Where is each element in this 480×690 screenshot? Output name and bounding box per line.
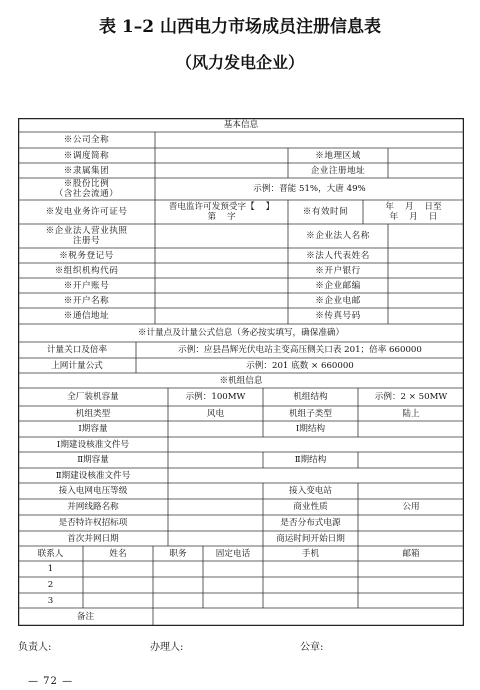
- input-cell[interactable]: [153, 561, 203, 577]
- input-cell[interactable]: [263, 593, 358, 608]
- input-cell[interactable]: [358, 515, 464, 531]
- label-distributed: 是否分布式电源: [280, 518, 341, 528]
- label-bank: ※开户银行: [315, 265, 361, 276]
- label-3: 固定电话: [215, 548, 251, 559]
- responsible-person-label: 负责人:: [18, 642, 52, 653]
- label-type-label: 机组类型: [75, 408, 111, 419]
- input-cell[interactable]: [153, 577, 203, 593]
- input-cell[interactable]: [155, 263, 288, 278]
- label-group: ※隶属集团: [63, 165, 110, 176]
- label-phase1-capacity: Ⅰ期容量: [78, 424, 108, 434]
- input-cell[interactable]: [83, 577, 153, 593]
- label-commercial: 商业性质: [293, 502, 328, 512]
- input-cell[interactable]: [155, 163, 288, 178]
- label-capacity-label: 全厂装机容量: [67, 392, 119, 402]
- label-type-value: 风电: [206, 408, 225, 419]
- label-valid-period: ※有效时间: [302, 207, 349, 217]
- label-formula-example: 示例：201 底数 × 660000: [246, 360, 354, 371]
- document-title: 表 1–2 山西电力市场成员注册信息表: [99, 17, 381, 37]
- label-substation: 接入变电站: [289, 486, 332, 496]
- label-valid-dates: 年 月 日至 年 月 日: [385, 202, 442, 222]
- input-cell[interactable]: [388, 163, 464, 178]
- label-remark: 备注: [76, 612, 95, 622]
- input-cell[interactable]: [153, 608, 464, 626]
- input-cell[interactable]: [155, 132, 464, 148]
- input-cell[interactable]: [263, 561, 358, 577]
- official-seal-label: 公章:: [300, 642, 324, 653]
- label-mail-address: ※通信地址: [63, 311, 110, 321]
- label-first-grid-date: 首次并网日期: [67, 533, 119, 544]
- input-cell[interactable]: [168, 468, 464, 483]
- page-number: — 72 —: [28, 676, 74, 687]
- label-phase2-structure: Ⅱ期结构: [294, 455, 327, 465]
- label-line-name: 并网线路名称: [67, 502, 119, 512]
- label-company-name: ※公司全称: [63, 135, 110, 145]
- label-legal-entity: ※企业法人名称: [306, 231, 370, 241]
- input-cell[interactable]: [358, 593, 464, 608]
- input-cell[interactable]: [168, 421, 263, 437]
- input-cell[interactable]: [388, 248, 464, 263]
- label-4: 手机: [301, 548, 320, 559]
- label-units: ※机组信息: [219, 375, 263, 386]
- input-cell[interactable]: [388, 263, 464, 278]
- label-2: 3: [47, 595, 54, 606]
- input-cell[interactable]: [168, 531, 263, 546]
- input-cell[interactable]: [388, 224, 464, 248]
- registration-form-table: [18, 118, 464, 626]
- input-cell[interactable]: [155, 308, 288, 324]
- input-cell[interactable]: [168, 437, 464, 452]
- input-cell[interactable]: [168, 515, 263, 531]
- label-dispatch-name: ※调度简称: [63, 150, 110, 161]
- label-region: ※地理区域: [315, 150, 361, 161]
- input-cell[interactable]: [168, 452, 263, 468]
- label-structure-label: 机组结构: [293, 392, 328, 402]
- input-cell[interactable]: [83, 593, 153, 608]
- input-cell[interactable]: [358, 531, 464, 546]
- label-phase2-capacity: Ⅱ期容量: [77, 455, 109, 465]
- input-cell[interactable]: [358, 421, 464, 437]
- label-basic: 基本信息: [223, 120, 259, 130]
- label-0: 联系人: [37, 548, 64, 559]
- input-cell[interactable]: [203, 577, 263, 593]
- input-cell[interactable]: [358, 561, 464, 577]
- input-cell[interactable]: [388, 148, 464, 163]
- input-cell[interactable]: [83, 561, 153, 577]
- input-cell[interactable]: [388, 293, 464, 308]
- input-cell[interactable]: [388, 278, 464, 293]
- input-cell[interactable]: [155, 293, 288, 308]
- input-cell[interactable]: [155, 278, 288, 293]
- input-cell[interactable]: [168, 499, 263, 515]
- label-share-ratio: ※股份比例 （含社会流通）: [54, 179, 119, 199]
- label-share-example: 示例：晋能 51%，大唐 49%: [253, 184, 366, 194]
- label-franchise: 是否特许权招标项: [58, 518, 128, 528]
- label-commercial-value: 公用: [402, 502, 420, 512]
- label-grid-voltage: 接入电网电压等级: [58, 486, 128, 496]
- label-commercial-start: 商运时间开始日期: [276, 533, 345, 544]
- label-formula-label: 上网计量公式: [51, 360, 103, 371]
- label-1: 2: [47, 580, 54, 590]
- label-phase1-approval: Ⅰ期建设核准文件号: [56, 439, 130, 450]
- input-cell[interactable]: [358, 483, 464, 499]
- input-cell[interactable]: [358, 452, 464, 468]
- label-capacity-example: 示例：100MW: [185, 392, 246, 402]
- label-gate-label: 计量关口及倍率: [46, 345, 108, 355]
- input-cell[interactable]: [155, 224, 288, 248]
- label-fax: ※传真号码: [315, 311, 361, 321]
- label-subtype-value: 陆上: [402, 408, 420, 419]
- label-business-license: ※企业法人营业执照 注册号: [45, 226, 128, 246]
- input-cell[interactable]: [388, 308, 464, 324]
- label-tax-reg: ※税务登记号: [59, 250, 114, 261]
- input-cell[interactable]: [153, 593, 203, 608]
- label-phase1-structure: Ⅰ期结构: [295, 424, 326, 434]
- input-cell[interactable]: [155, 148, 288, 163]
- document-subtitle: （风力发电企业）: [175, 53, 304, 72]
- label-account-no: ※开户账号: [63, 280, 110, 291]
- label-5: 邮箱: [402, 548, 420, 559]
- label-1: 姓名: [109, 548, 127, 559]
- label-phase2-approval: Ⅱ期建设核准文件号: [55, 470, 131, 481]
- input-cell[interactable]: [203, 593, 263, 608]
- label-metering: ※计量点及计量公式信息（务必按实填写，确保准确）: [137, 328, 345, 338]
- label-structure-example: 示例：2 × 50MW: [374, 392, 448, 402]
- label-license: ※发电业务许可证号: [45, 207, 128, 217]
- input-cell[interactable]: [155, 248, 288, 263]
- label-0: 1: [47, 564, 54, 574]
- label-gate-example: 示例：应县昌辉光伏电站主变高压侧关口表 201；倍率 660000: [178, 345, 422, 355]
- label-reg-address: 企业注册地址: [310, 165, 366, 176]
- handler-label: 办理人:: [150, 642, 184, 653]
- input-cell[interactable]: [358, 577, 464, 593]
- label-license-example: 晋电监许可发预受字【 】 第 字: [168, 202, 275, 222]
- label-account-name: ※开户名称: [63, 295, 110, 306]
- input-cell[interactable]: [168, 483, 263, 499]
- label-phone: ※企业电邮: [315, 295, 361, 306]
- input-cell[interactable]: [263, 577, 358, 593]
- label-subtype-label: 机组子类型: [289, 408, 332, 419]
- label-2: 职务: [169, 548, 187, 559]
- label-legal-rep: ※法人代表姓名: [306, 250, 370, 261]
- input-cell[interactable]: [203, 561, 263, 577]
- label-org-code: ※组织机构代码: [54, 265, 119, 276]
- label-postcode: ※企业邮编: [315, 280, 361, 291]
